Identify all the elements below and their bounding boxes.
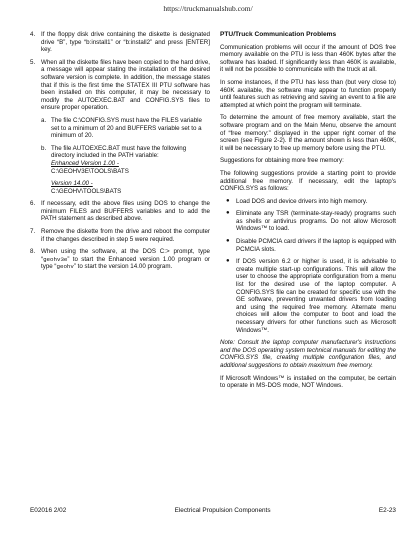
paragraph: To determine the amount of free memory available, start the software program and on the Main Menu, observe the amount of “free memory:” displayed in the upper right corner of the screen (see Figure 2-2). If the amount shown is less than 460K, it will be necessary to free up memory before using the PTU. xyxy=(220,114,396,152)
enhanced-version-label: Enhanced Version 1.00 - xyxy=(51,159,119,167)
page-footer xyxy=(30,507,396,514)
paragraph: Suggestions for obtaining more free memory: xyxy=(220,157,344,165)
left-column xyxy=(30,31,210,276)
bullet-text: If DOS version 6.2 or higher is used, it is advisable to create multiple start-up configurations. This will allow the user to choose the appropriate configuration from a menu list for the desired use of the laptop computer. A CONFIG.SYS file can be created for specific use with the GE software, preventing unwanted drivers from loading and using the required free memory. Alternate menu choices will allow the computer to boot and load the necessary drivers for other functions such as Microsoft Windows™. xyxy=(236,258,396,334)
paragraph: In some instances, if the PTU has less than (but very close to) 460K available, the software may appear to function properly until features such as retrieving and saving an event to a file are attempted at which point the program will terminate. xyxy=(220,78,396,109)
step-6 xyxy=(30,200,210,223)
version-14-path: C:\GEOHV\TOOLS\BATS xyxy=(51,187,122,195)
list-item xyxy=(226,238,396,253)
bullet-icon: ● xyxy=(226,210,230,217)
step-text: Remove the diskette from the drive and reboot the computer if the changes described in step 5 were required. xyxy=(41,228,210,243)
paragraph: Communication problems will occur if the amount of DOS free memory available on the PTU is less than 460K bytes after the software has loaded. If significantly less than 460K is available, it will not be possible to communicate with the truck at all. xyxy=(220,43,396,74)
bullet-icon: ● xyxy=(226,258,230,265)
step-8 xyxy=(30,248,210,271)
document-code: E02016 2/02 xyxy=(30,507,67,514)
list-item xyxy=(226,258,396,334)
bullet-text: Load DOS and device drivers into high memory. xyxy=(236,197,368,205)
command-geohv: geohv xyxy=(56,263,74,271)
step-text-part: ” to start the version 14.00 program. xyxy=(73,263,173,271)
version-14-label: Version 14.00 - xyxy=(51,180,93,188)
enhanced-version-path: C:\GEOHV3E\TOOLS\BATS xyxy=(51,167,129,175)
step-text: If the floppy disk drive containing the diskette is designated drive “B”, type “b:install1” or “b:install2” and press [ENTER] key. xyxy=(41,31,210,54)
list-item xyxy=(226,210,396,233)
step-number: 7. xyxy=(30,228,36,236)
note: Note: Consult the laptop computer manufacturer's instructions and the DOS operating system technical manuals for editing the CONFIG.SYS file, creating multiple configuration files, and additional suggestions to obtain maximum free memory. xyxy=(220,339,396,369)
paragraph: The following suggestions provide a starting point to provide additional free memory. If necessary, edit the laptop's CONFIG.SYS as follows: xyxy=(220,169,396,193)
step-text-part: When using the software, at the DOS C:> prompt, type “ xyxy=(41,248,210,263)
substep-b xyxy=(41,145,210,175)
bullet-text: Eliminate any TSR (terminate-stay-ready) programs such as shells or antivirus programs. Do not allow Microsoft Windows™ to load. xyxy=(236,210,396,233)
right-column xyxy=(220,31,396,395)
step-number: 8. xyxy=(30,248,36,256)
bullet-icon: ● xyxy=(226,197,230,204)
step-number: 6. xyxy=(30,200,36,208)
page-number: E2-23 xyxy=(378,507,396,514)
substep-text: The file C:\CONFIG.SYS must have the FILES variable set to a minimum of 20 and BUFFERS variable set to a minimum of 20. xyxy=(51,116,202,140)
step-7 xyxy=(30,228,210,243)
step-4 xyxy=(30,31,210,54)
paragraph: If Microsoft Windows™ is installed on the computer, be certain to operate in MS-DOS mode, NOT Windows. xyxy=(220,374,396,390)
substep-text: The file AUTOEXEC.BAT must have the following directory included in the PATH variable: xyxy=(51,144,187,160)
list-item xyxy=(226,198,396,206)
section-title: Electrical Propulsion Components xyxy=(174,507,271,514)
step-5 xyxy=(30,59,210,112)
version-14-block xyxy=(51,180,210,195)
step-number: 4. xyxy=(30,31,36,38)
bullet-text: Disable PCMCIA card drivers if the laptop is equipped with PCMCIA slots. xyxy=(236,238,396,253)
step-text-part: ” to start the Enhanced version 1.00 program or type “ xyxy=(41,255,210,271)
source-url[interactable]: https://truckmanualshub.com/ xyxy=(163,4,253,13)
substep-a xyxy=(41,117,210,140)
substep-letter: a. xyxy=(41,116,47,124)
section-heading: PTU/Truck Communication Problems xyxy=(220,31,337,38)
command-geohv3e: geohv3e xyxy=(43,255,68,263)
step-text: If necessary, edit the above files using DOS to change the minimum FILES and BUFFERS variables and to add the PATH statement as described above. xyxy=(41,200,210,223)
bullet-icon: ● xyxy=(226,238,230,245)
step-text: When all the diskette files have been copied to the hard drive, a message will appear stating the installation of the desired software version is complete. In addition, the message states that if this is the first time the STATEX III PTU software has been installed on this computer, it may be necessary to modify the AUTOEXEC.BAT and CONFIG.SYS files to ensure proper operation. xyxy=(41,58,210,112)
substep-letter: b. xyxy=(41,144,47,152)
step-number: 5. xyxy=(30,58,36,66)
